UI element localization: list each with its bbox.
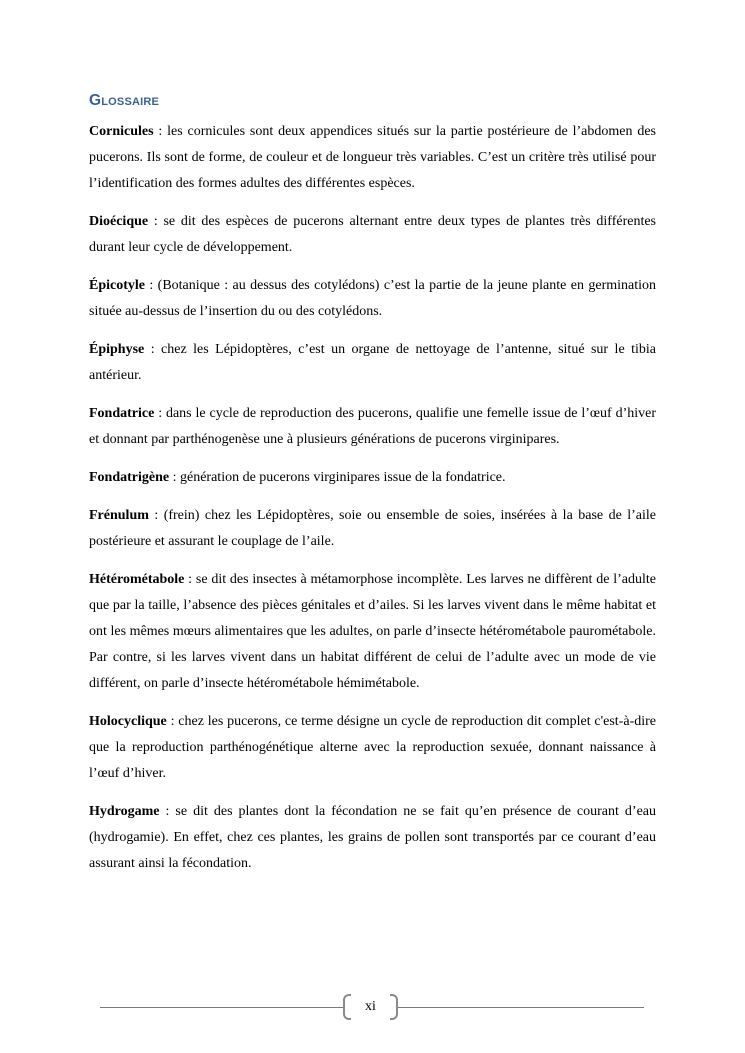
- glossary-entry: [89, 273, 656, 325]
- glossary-term: Dioécique: [89, 214, 149, 229]
- glossary-entry: [89, 209, 656, 261]
- glossary-definition: : se dit des plantes dont la fécondation ne se fait qu’en présence de courant d’eau (hydrogamie). En effet, chez ces plantes, les grains de pollen sont transportés par ce courant d’eau assurant ainsi la fécondation.: [89, 804, 656, 871]
- glossary-term: Fondatrigène: [89, 470, 170, 485]
- glossary-entry: [89, 709, 656, 787]
- page-footer: [100, 994, 645, 1022]
- footer-divider-left: [100, 1007, 343, 1008]
- glossary-definition: : chez les pucerons, ce terme désigne un cycle de reproduction dit complet c'est-à-dire que la reproduction parthénogénétique alterne avec la reproduction sexuée, donnant naissance à l’œuf d’hiver.: [89, 714, 656, 781]
- glossary-entry: [89, 567, 656, 697]
- glossary-term: Frénulum: [89, 508, 149, 523]
- glossary-definition: : se dit des espèces de pucerons alternant entre deux types de plantes très différentes durant leur cycle de développement.: [89, 214, 656, 255]
- glossary-definition: : (Botanique : au dessus des cotylédons) c’est la partie de la jeune plante en germination située au-dessus de l’insertion du ou des cotylédons.: [89, 278, 656, 319]
- glossary-entry: [89, 465, 656, 491]
- glossary-definition: : dans le cycle de reproduction des pucerons, qualifie une femelle issue de l’œuf d’hiver et donnant par parthénogenèse une à plusieurs générations de pucerons virginipares.: [89, 406, 656, 447]
- glossary-section: [89, 91, 656, 889]
- glossary-term: Épiphyse: [89, 342, 145, 357]
- glossary-heading: Glossaire: [89, 92, 160, 109]
- glossary-term: Épicotyle: [89, 278, 145, 293]
- footer-bracket-right: [390, 994, 398, 1020]
- page-number: xi: [365, 999, 376, 1014]
- glossary-entry: [89, 337, 656, 389]
- glossary-term: Hydrogame: [89, 804, 160, 819]
- glossary-term: Fondatrice: [89, 406, 155, 421]
- glossary-term: Holocyclique: [89, 714, 167, 729]
- glossary-term: Hétérométabole: [89, 572, 185, 587]
- glossary-definition: : (frein) chez les Lépidoptères, soie ou ensemble de soies, insérées à la base de l’aile postérieure et assurant le couplage de l’aile.: [89, 508, 656, 549]
- glossary-definition: : se dit des insectes à métamorphose incomplète. Les larves ne diffèrent de l’adulte que par la taille, l’absence des pièces génitales et d’ailes. Si les larves vivent dans le même habitat et ont les mêmes mœurs alimentaires que les adultes, on parle d’insecte hétérométabole paurométabole. Par contre, si les larves vivent dans un habitat différent de celui de l’adulte avec un mode de vie différent, on parle d’insecte hétérométabole hémimétabole.: [89, 572, 656, 691]
- footer-divider-right: [398, 1007, 644, 1008]
- footer-bracket-left: [343, 994, 351, 1020]
- glossary-entry: [89, 401, 656, 453]
- glossary-entry: [89, 503, 656, 555]
- glossary-term: Cornicules: [89, 124, 154, 139]
- glossary-definition: : génération de pucerons virginipares issue de la fondatrice.: [169, 470, 506, 485]
- glossary-entry: [89, 119, 656, 197]
- glossary-definition: : chez les Lépidoptères, c’est un organe de nettoyage de l’antenne, situé sur le tibia antérieur.: [89, 342, 656, 383]
- glossary-definition: : les cornicules sont deux appendices situés sur la partie postérieure de l’abdomen des pucerons. Ils sont de forme, de couleur et de longueur très variables. C’est un critère très utilisé pour l’identification des formes adultes des différentes espèces.: [89, 124, 656, 191]
- glossary-entry: [89, 799, 656, 877]
